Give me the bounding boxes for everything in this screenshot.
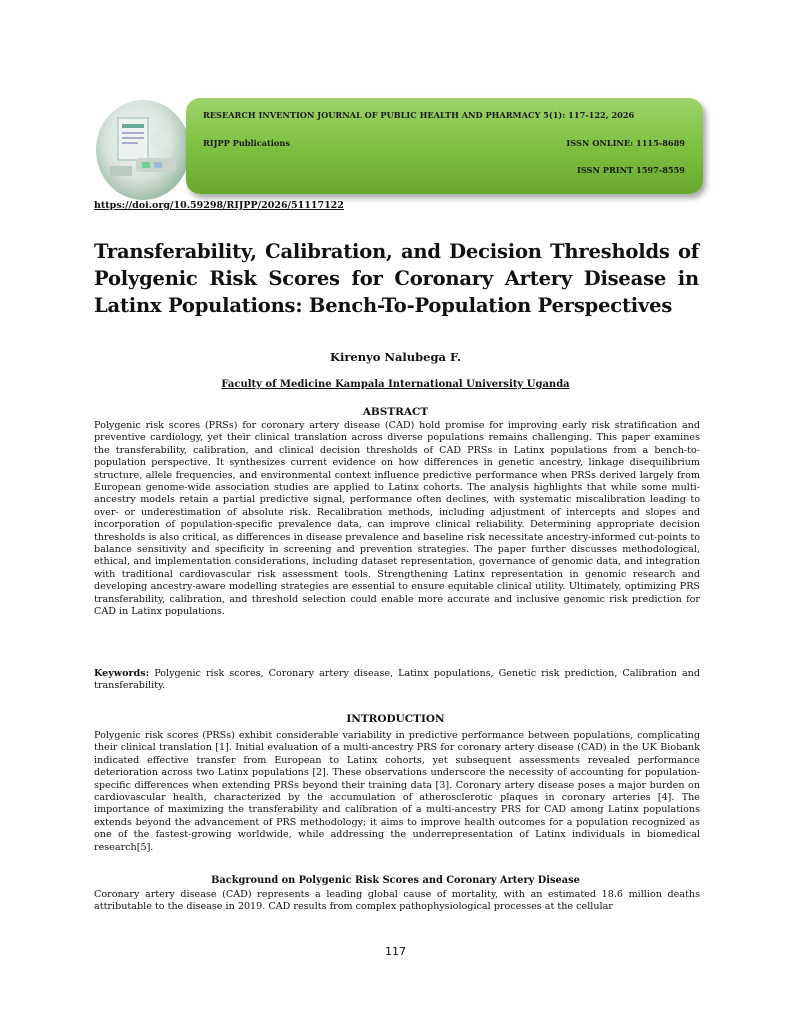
background-text: Coronary artery disease (CAD) represents a leading global cause of mortality, with an estimated 18.6 million deaths attributable to the disease in 2019. CAD results from complex pathophysiological processes at the cellular — [94, 889, 700, 913]
author-affiliation: Faculty of Medicine Kampala International University Uganda — [221, 379, 570, 390]
keywords-line — [94, 668, 700, 693]
publisher-name: RIJPP Publications — [203, 138, 290, 148]
doi-link[interactable]: https://doi.org/10.59298/RIJPP/2026/51117122 — [94, 200, 344, 211]
keywords-text: Polygenic risk scores, Coronary artery disease, Latinx populations, Genetic risk prediction, Calibration and transferability. — [94, 668, 700, 692]
issn-print: ISSN PRINT 1597-8559 — [576, 165, 685, 175]
keywords-label: Keywords: — [94, 668, 150, 679]
paper-title: Transferability, Calibration, and Decision Thresholds of Polygenic Risk Scores for Coronary Artery Disease in Latinx Populations: Bench-To-Population Perspectives — [94, 240, 699, 317]
introduction-text: Polygenic risk scores (PRSs) exhibit considerable variability in predictive performance between populations, complicating their clinical translation [1]. Initial evaluation of a multi-ancestry PRS for coronary artery disease (CAD) in the UK Biobank indicated effective transfer from European to Latinx cohorts, yet subsequent assessments revealed performance deterioration across two Latinx populations [2]. These observations underscore the necessity of accounting for population-specific differences when extending PRSs beyond their training data [3]. Coronary artery disease poses a major burden on cardiovascular health, characterized by the accumulation of atherosclerotic plaques in coronary arteries [4]. The importance of maximizing the transferability and calibration of a multi-ancestry PRS for CAD among Latinx populations extends beyond the advancement of PRS methodology; it aims to improve health outcomes for a population recognized as one of the fastest-growing worldwide, while addressing the underrepresentation of Latinx individuals in biomedical research[5]. — [94, 730, 700, 853]
background-subheading: Background on Polygenic Risk Scores and Coronary Artery Disease — [211, 875, 580, 886]
journal-logo-graphic — [96, 100, 190, 200]
journal-logo — [96, 100, 190, 200]
introduction-heading: INTRODUCTION — [346, 713, 445, 725]
journal-title: RESEARCH INVENTION JOURNAL OF PUBLIC HEALTH AND PHARMACY 5(1): 117-122, 2026 — [203, 110, 635, 120]
page-number: 117 — [385, 945, 406, 958]
abstract-heading: ABSTRACT — [362, 406, 429, 418]
issn-online: ISSN ONLINE: 1115-8689 — [566, 138, 685, 148]
journal-header-banner — [186, 98, 703, 194]
author-name: Kirenyo Nalubega F. — [329, 350, 461, 364]
abstract-text: Polygenic risk scores (PRSs) for coronary artery disease (CAD) hold promise for improving early risk stratification and preventive cardiology, yet their clinical translation across diverse populations remains challenging. This paper examines the transferability, calibration, and clinical decision thresholds of CAD PRSs in Latinx populations from a bench-to-population perspective. It synthesizes current evidence on how differences in genetic ancestry, linkage disequilibrium structure, allele frequencies, and environmental context influence predictive performance when PRSs derived largely from European genome-wide association studies are applied to Latinx cohorts. The analysis highlights that while some multi-ancestry models retain a partial predictive signal, performance often declines, with systematic miscalibration leading to over- or underestimation of absolute risk. Recalibration methods, including adjustment of intercepts and slopes and incorporation of population-specific prevalence data, can improve clinical reliability. Determining appropriate decision thresholds is also critical, as differences in disease prevalence and baseline risk necessitate ancestry-informed cut-points to balance sensitivity and specificity in screening and prevention strategies. The paper further discusses methodological, ethical, and implementation considerations, including dataset representation, governance of genomic data, and integration with traditional cardiovascular risk assessment tools. Strengthening Latinx representation in genomic research and developing ancestry-aware modelling strategies are essential to ensure equitable clinical utility. Ultimately, optimizing PRS transferability, calibration, and threshold selection could enable more accurate and inclusive genomic risk prediction for CAD in Latinx populations. — [94, 420, 700, 618]
